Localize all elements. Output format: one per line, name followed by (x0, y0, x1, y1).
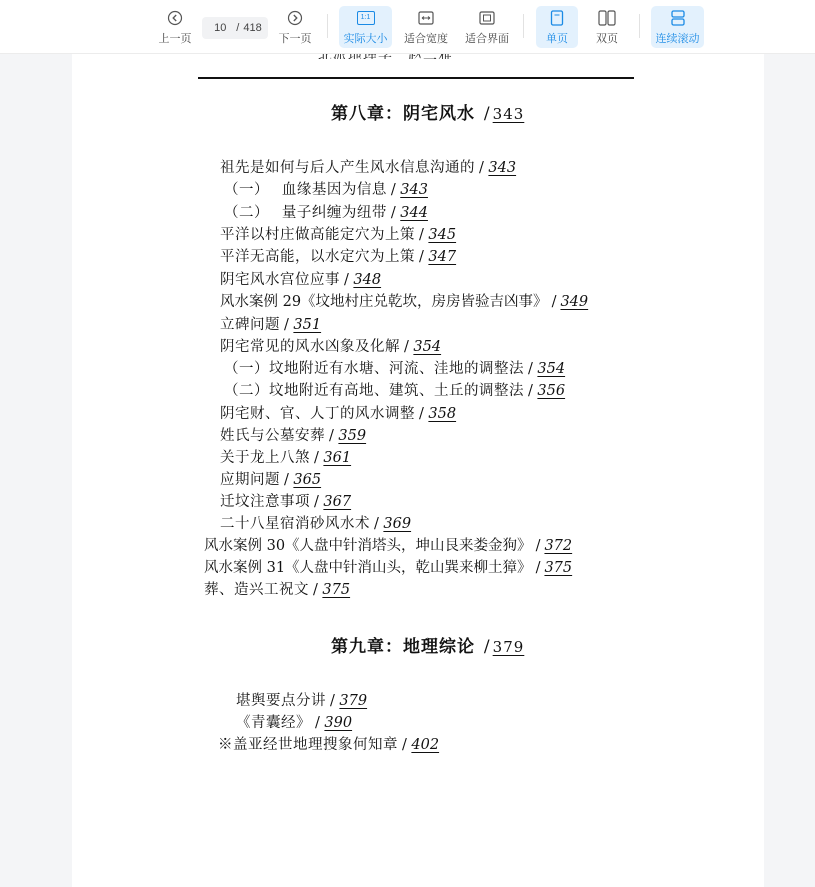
toc-entry[interactable]: 二十八星宿消砂风水术 / 369 (220, 516, 412, 532)
toc-entry-page: 343 (400, 182, 428, 198)
toc-entry[interactable]: 葬、造兴工祝文 / 375 (204, 582, 351, 598)
toc-entry-page: 349 (560, 294, 589, 310)
toc-entry-title: 风水案例 31《人盘中针消山头，乾山巽来柳土獐》 (204, 560, 532, 576)
toc-entry-page: 343 (488, 160, 517, 176)
toc-entry-title: 阴宅常见的风水凶象及化解 (220, 339, 400, 355)
toc-entry[interactable]: ※盖亚经世地理搜象何知章 / 402 (218, 737, 440, 753)
toolbar-divider (523, 14, 524, 38)
toc-entry-title: 阴宅财、官、人丁的风水调整 (220, 406, 415, 422)
toc-entry-page: 344 (400, 205, 428, 221)
toc-entry-page: 379 (339, 693, 368, 709)
chapter-heading: 第九章：地理综论 / 379 (331, 637, 525, 657)
toc-entry[interactable]: 堪舆要点分讲 / 379 (236, 693, 368, 709)
toc-entry-title: 风水案例 29《坟地村庄兑乾坎，房房皆验吉凶事》 (220, 294, 548, 310)
toc-entry-title: 堪舆要点分讲 (236, 693, 326, 709)
continuous-scroll-icon (670, 9, 686, 27)
toc-entry-page: 354 (537, 361, 566, 377)
chapter-title: 第九章：地理综论 (331, 637, 475, 657)
toc-entry-title: 平洋以村庄做高能定穴为上策 (220, 227, 415, 243)
fit-page-icon (479, 9, 495, 27)
continuous-scroll-button[interactable] (651, 6, 704, 48)
toc-entry-title: 风水案例 30《人盘中针消塔头，坤山艮来娄金狗》 (204, 538, 532, 554)
double-page-button[interactable] (586, 6, 628, 48)
double-page-icon (598, 9, 616, 27)
toc-entry-page: 375 (322, 582, 351, 598)
prev-page-label: 上一页 (158, 33, 192, 45)
toc-entry-page: 345 (428, 227, 457, 243)
toc-entry[interactable]: （一）坟地附近有水塘、河流、洼地的调整法 / 354 (224, 361, 566, 377)
chapter-title: 第八章：阴宅风水 (331, 104, 475, 124)
fit-width-icon (418, 9, 434, 27)
toc-entry-title: 关于龙上八煞 (220, 450, 310, 466)
toc-entry-page: 367 (323, 494, 352, 510)
toc-entry-page: 361 (323, 450, 352, 466)
toc-entry-page: 348 (353, 272, 382, 288)
toc-entry-title: 应期问题 (220, 472, 280, 488)
double-page-label: 双页 (596, 33, 618, 45)
toc-entry-page: 390 (324, 715, 353, 731)
toc-entry-page: 375 (544, 560, 573, 576)
toc-entry-title: （一） 血缘基因为信息 (224, 182, 387, 198)
actual-size-label: 实际大小 (343, 33, 388, 45)
toc-entry[interactable]: 风水案例 29《坟地村庄兑乾坎，房房皆验吉凶事》 / 349 (220, 294, 589, 310)
toc-entry-title: 祖先是如何与后人产生风水信息沟通的 (220, 160, 475, 176)
current-page-input[interactable] (208, 22, 232, 34)
toc-entry-page: 359 (338, 428, 367, 444)
chapter-page: 379 (492, 638, 525, 656)
toc-entry[interactable]: 迁坟注意事项 / 367 (220, 494, 352, 510)
actual-size-icon: 1:1 (357, 9, 375, 27)
toc-entry[interactable]: 平洋以村庄做高能定穴为上策 / 345 (220, 227, 457, 243)
toolbar-divider (327, 14, 328, 38)
fit-width-button[interactable] (400, 6, 452, 48)
toc-entry-page: 356 (537, 383, 566, 399)
toc-entry-page: 369 (383, 516, 412, 532)
toolbar-divider (639, 14, 640, 38)
toc-entry[interactable]: 应期问题 / 365 (220, 472, 322, 488)
chevron-left-circle-icon (167, 9, 183, 27)
toc-entry[interactable]: 关于龙上八煞 / 361 (220, 450, 352, 466)
toc-entry-page: 365 (293, 472, 322, 488)
total-pages: 418 (243, 22, 262, 34)
fit-page-label: 适合界面 (465, 33, 509, 45)
toc-entry-page: 358 (428, 406, 457, 422)
chevron-right-circle-icon (287, 9, 303, 27)
toc-entry-page: 402 (411, 737, 440, 753)
toc-entry-title: （二）坟地附近有高地、建筑、土丘的调整法 (224, 383, 524, 399)
toc-entry[interactable]: （一） 血缘基因为信息 / 343 (224, 182, 428, 198)
toc-entry[interactable]: （二） 量子纠缠为纽带 / 344 (224, 205, 428, 221)
continuous-scroll-label: 连续滚动 (655, 33, 700, 45)
toc-entry[interactable]: 风水案例 31《人盘中针消山头，乾山巽来柳土獐》 / 375 (204, 560, 573, 576)
toc-entry[interactable]: 姓氏与公墓安葬 / 359 (220, 428, 367, 444)
toc-entry-title: 立碑问题 (220, 317, 280, 333)
single-page-button[interactable] (536, 6, 578, 48)
toc-entry-title: 二十八星宿消砂风水术 (220, 516, 370, 532)
toc-entry[interactable]: 立碑问题 / 351 (220, 317, 322, 333)
toc-entry[interactable]: 《青囊经》 / 390 (236, 715, 353, 731)
toc-entry-title: 葬、造兴工祝文 (204, 582, 309, 598)
single-page-icon (550, 9, 564, 27)
toc-entry-page: 347 (428, 249, 457, 265)
prev-page-button[interactable] (155, 6, 195, 48)
chapter-heading: 第八章：阴宅风水 / 343 (331, 104, 525, 124)
toc-entry[interactable]: 阴宅风水宫位应事 / 348 (220, 272, 382, 288)
fit-width-label: 适合宽度 (404, 33, 448, 45)
actual-size-button[interactable] (339, 6, 392, 48)
toc-entry-title: 迁坟注意事项 (220, 494, 310, 510)
toc-entry[interactable]: 平洋无高能，以水定穴为上策 / 347 (220, 249, 457, 265)
toc-entry[interactable]: 阴宅常见的风水凶象及化解 / 354 (220, 339, 442, 355)
toc-entry-title: （二） 量子纠缠为纽带 (224, 205, 387, 221)
viewer-toolbar (0, 0, 815, 54)
toc-entry[interactable]: 祖先是如何与后人产生风水信息沟通的 / 343 (220, 160, 517, 176)
toc-entry-title: 《青囊经》 (236, 715, 311, 731)
toc-entry-page: 351 (293, 317, 322, 333)
toc-entry-title: 姓氏与公墓安葬 (220, 428, 325, 444)
toc-entry[interactable]: （二）坟地附近有高地、建筑、土丘的调整法 / 356 (224, 383, 566, 399)
toc-entry-page: 372 (544, 538, 573, 554)
toc-entry-title: 平洋无高能，以水定穴为上策 (220, 249, 415, 265)
header-rule (198, 77, 634, 79)
single-page-label: 单页 (546, 33, 568, 45)
next-page-button[interactable] (275, 6, 315, 48)
next-page-label: 下一页 (278, 33, 312, 45)
page-indicator (202, 17, 268, 39)
toc-entry-page: 354 (413, 339, 442, 355)
toc-entry[interactable]: 风水案例 30《人盘中针消塔头，坤山艮来娄金狗》 / 372 (204, 538, 573, 554)
page-separator: / (236, 22, 240, 34)
fit-page-button[interactable] (461, 6, 513, 48)
toc-entry[interactable]: 阴宅财、官、人丁的风水调整 / 358 (220, 406, 457, 422)
chapter-page: 343 (492, 105, 525, 123)
toc-entry-title: ※盖亚经世地理搜象何知章 (218, 737, 398, 753)
toc-entry-title: 阴宅风水宫位应事 (220, 272, 340, 288)
toc-entry-title: （一）坟地附近有水塘、河流、洼地的调整法 (224, 361, 524, 377)
